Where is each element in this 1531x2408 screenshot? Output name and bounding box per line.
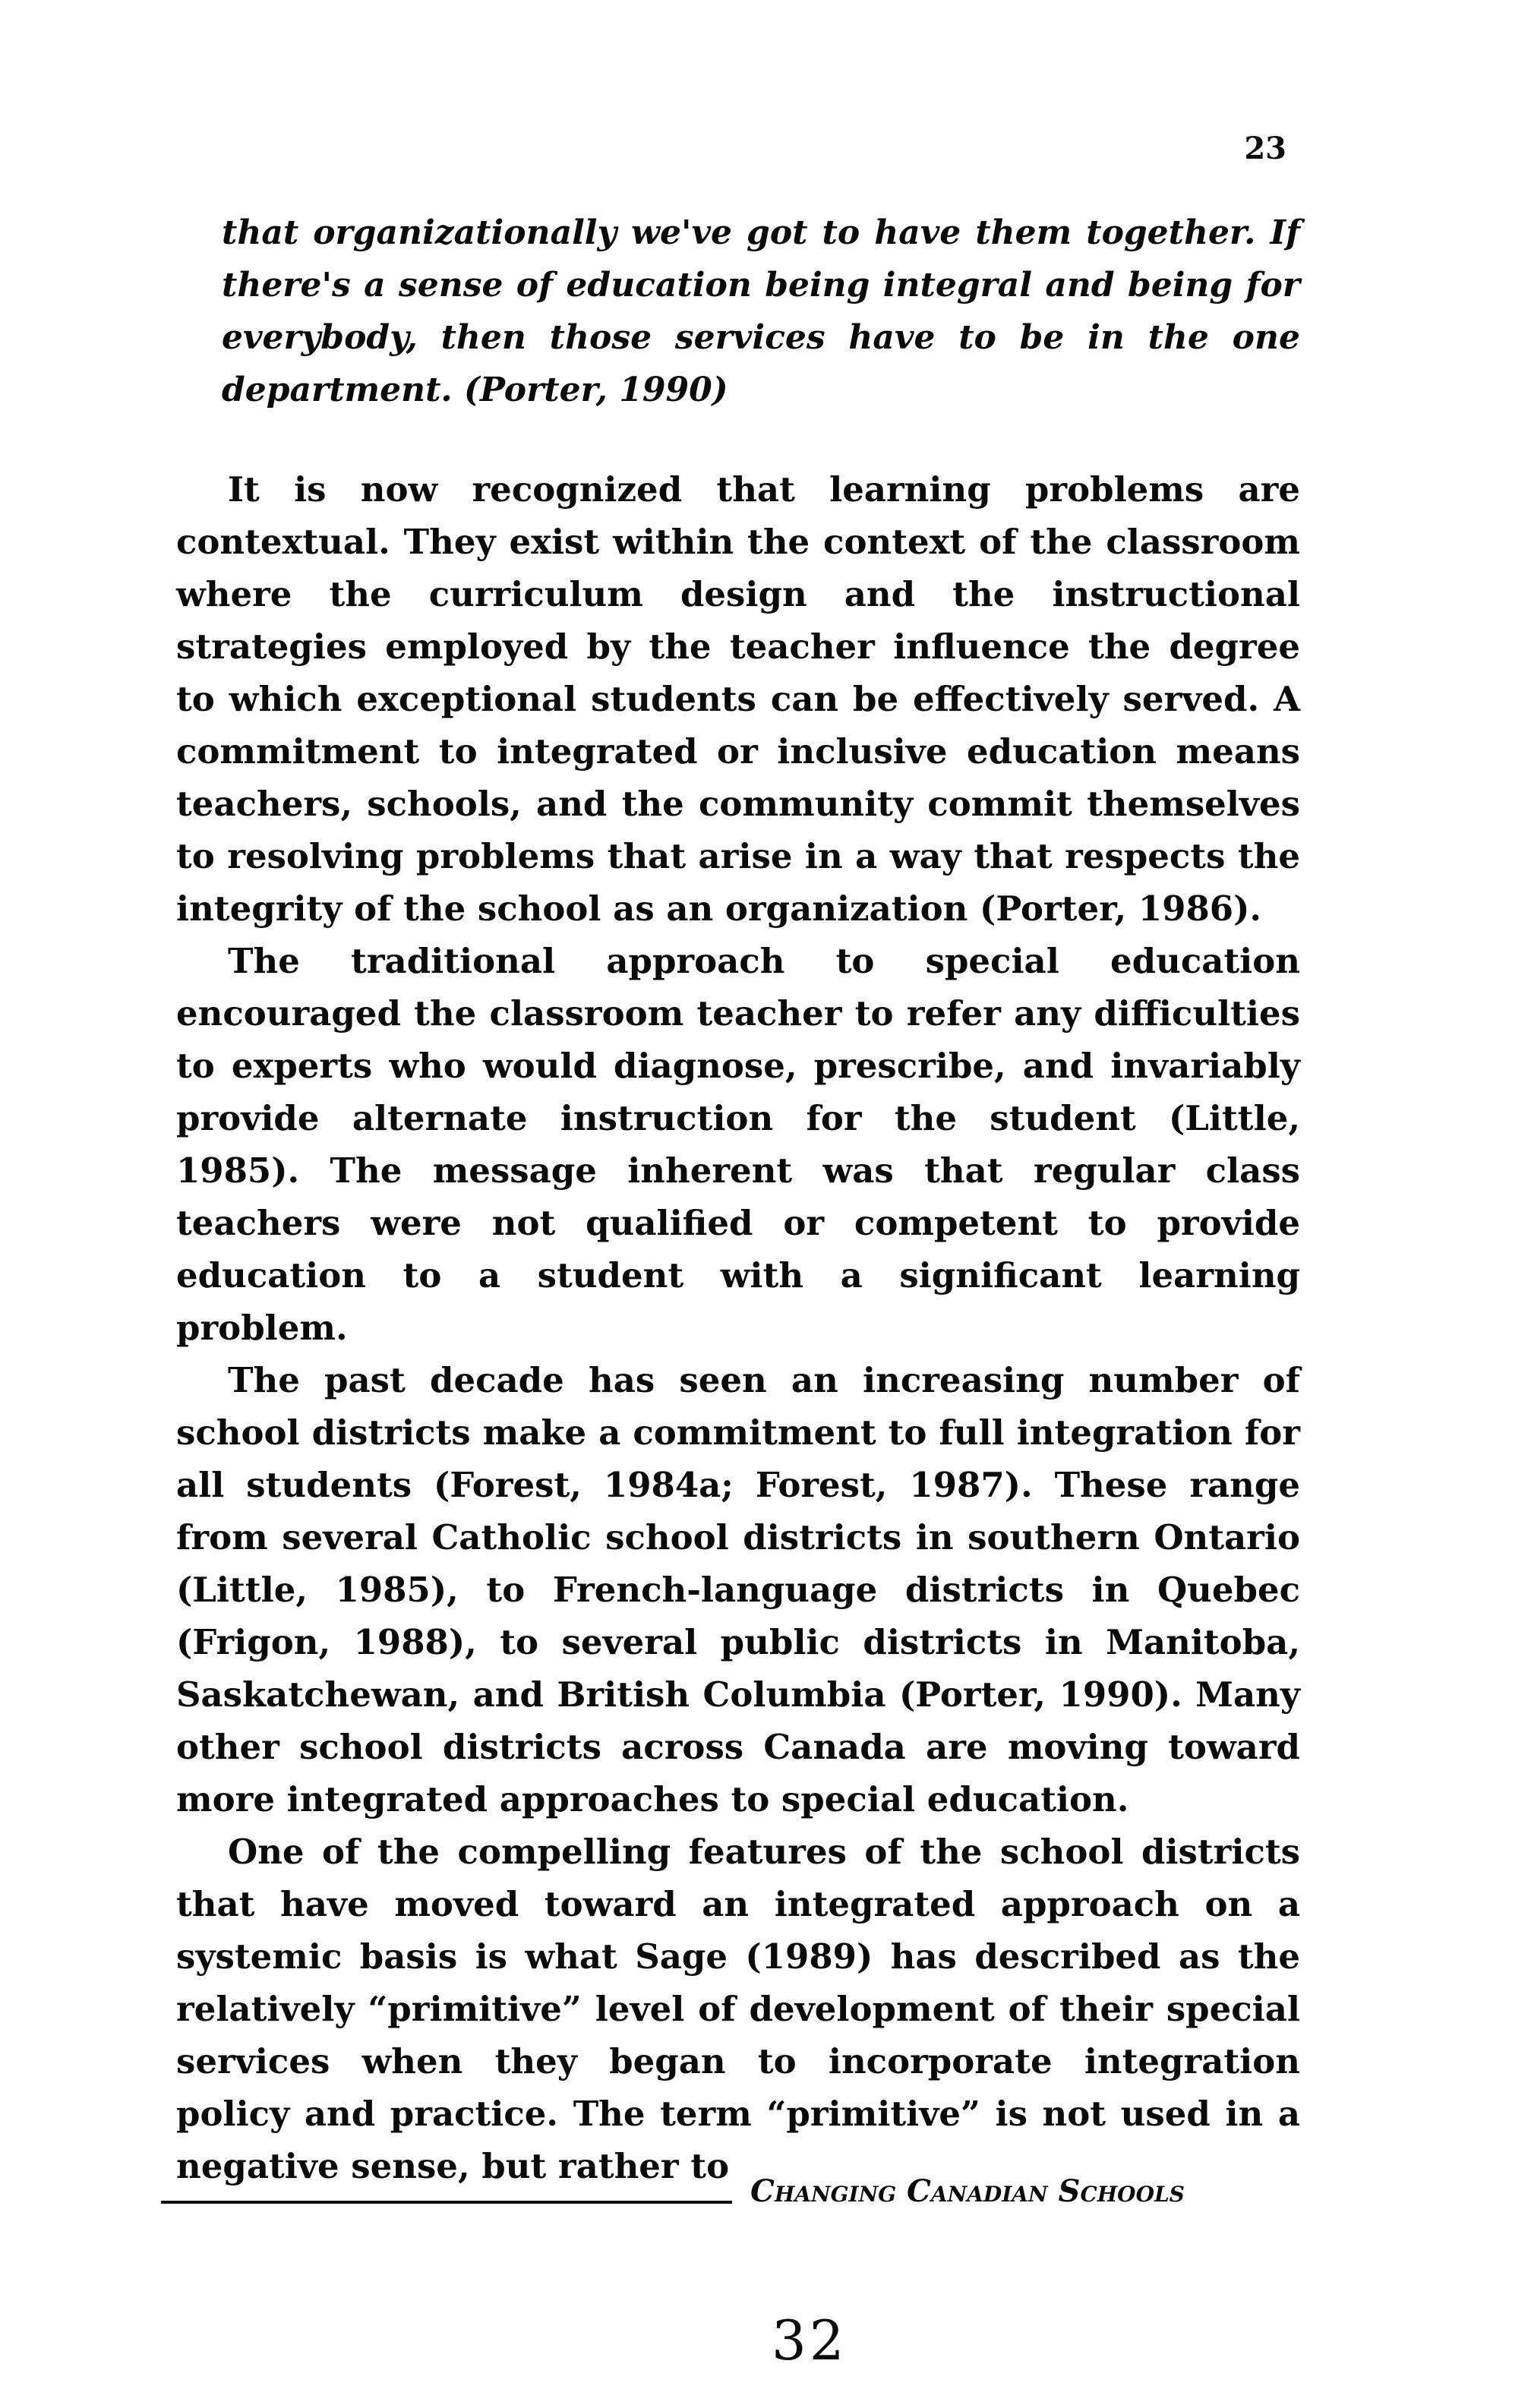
paragraph: One of the compelling features of the school districts that have moved toward an integrated approach on a systemic basis is what Sage (1989) has described as the relatively “primitive” level of development of their special services when they began to incorporate integration policy and practice. The term “primitive” is not used in a negative sense, but rather to [176,1832,1300,2186]
block-quote: that organizationally we've got to have them together. If there's a sense of education being integral and being for everybody, then those services have to be in the one department. (Porter, 1990) [222,213,1300,409]
scan-page-number: 32 [772,2309,848,2372]
paragraph: It is now recognized that learning problems are contextual. They exist within the context of the classroom where the curriculum design and the instructional strategies employed by the teacher influence the degree to which exceptional students can be effectively served. A commitment to integrated or inclusive education means teachers, schools, and the community commit themselves to resolving problems that arise in a way that respects the integrity of the school as an organization (Porter, 1986). [176,469,1300,929]
page-number: 23 [1244,131,1286,166]
paragraph: The past decade has seen an increasing number of school districts make a commitment to full integration for all students (Forest, 1984a; Forest, 1987). These range from several Catholic school districts in southern Ontario (Little, 1985), to French-language districts in Quebec (Frigon, 1988), to several public districts in Manitoba, Saskatchewan, and British Columbia (Porter, 1990). Many other school districts across Canada are moving toward more integrated approaches to special education. [176,1360,1300,1819]
footer-title: Changing Canadian Schools [750,2173,1185,2209]
footer-rule [161,2201,732,2204]
body-text [176,463,1300,2192]
paragraph: The traditional approach to special education encouraged the classroom teacher to refer any difficulties to experts who would diagnose, prescribe, and invariably provide alternate instruction for the student (Little, 1985). The message inherent was that regular class teachers were not qualified or competent to provide education to a student with a significant learning problem. [176,941,1300,1348]
